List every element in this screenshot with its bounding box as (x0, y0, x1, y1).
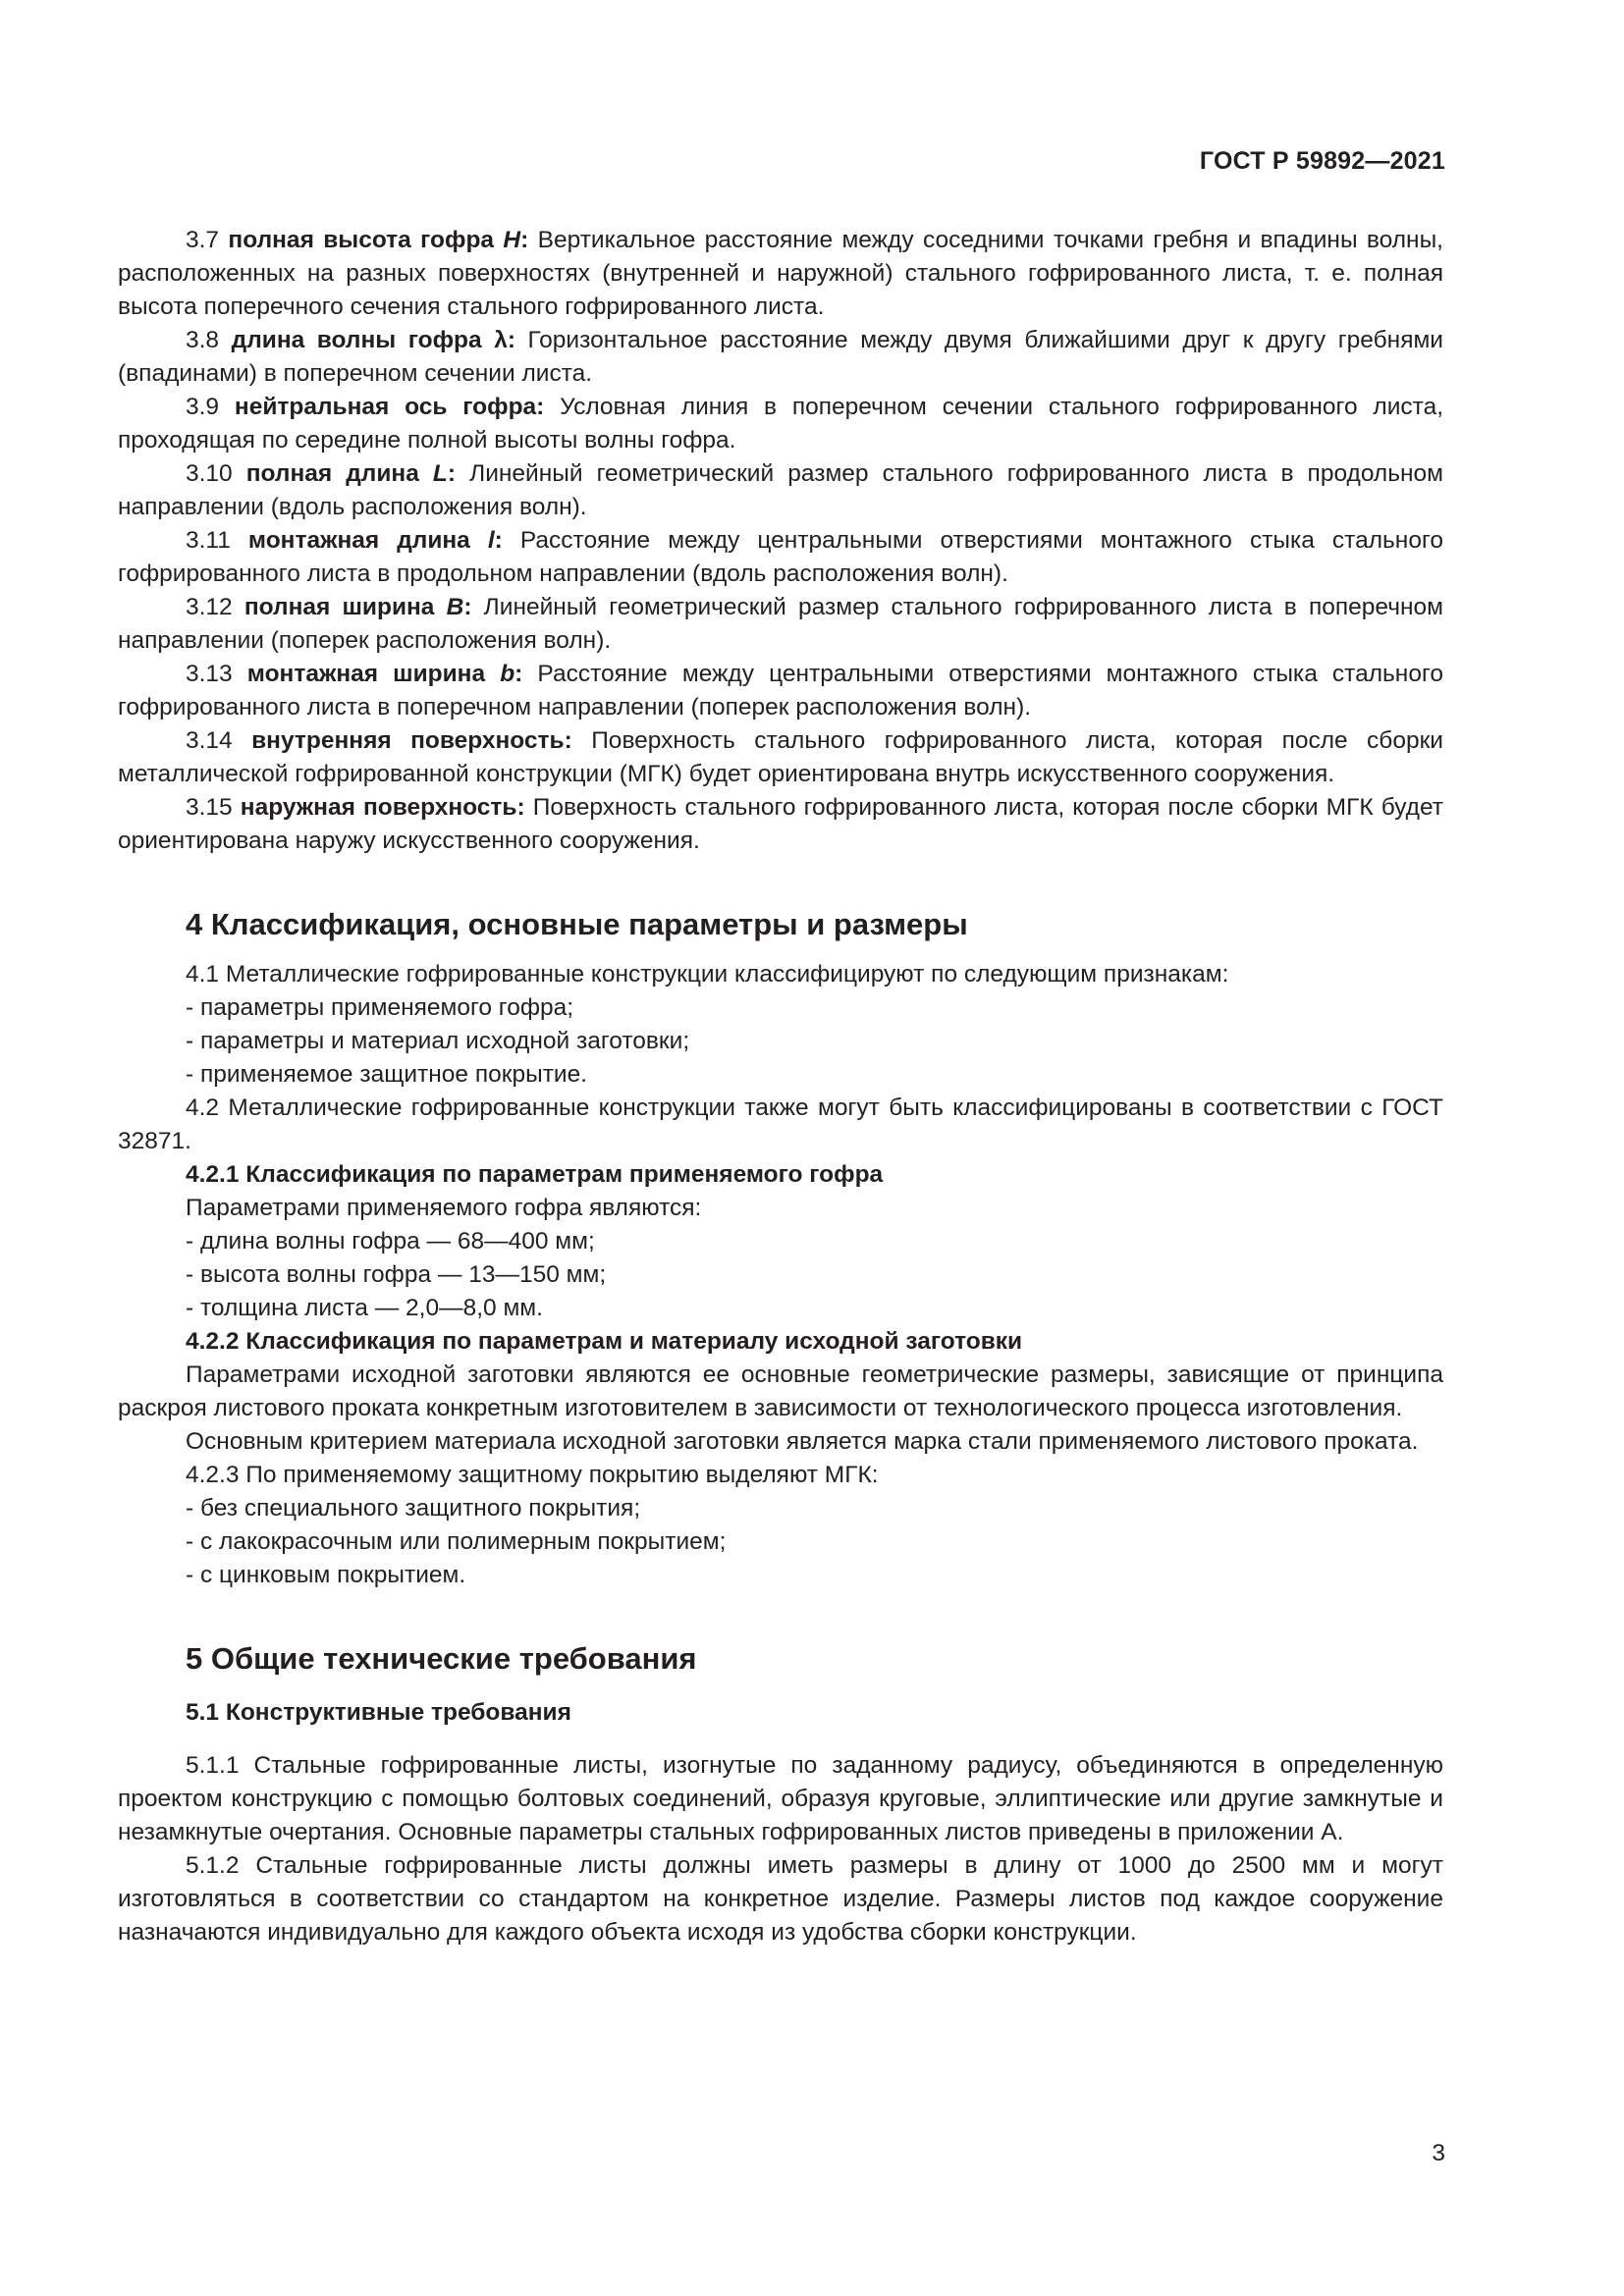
definition-term: монтажная ширина (246, 661, 486, 687)
list-item: - высота волны гофра — 13—150 мм; (186, 1261, 607, 1288)
definition-term: полная высота гофра (228, 227, 495, 253)
definition-3-13 (118, 658, 1443, 724)
paragraph-4-1: 4.1 Металлические гофрированные конструкции классифицируют по следующим признакам: (186, 961, 1229, 988)
definition-number: 3.13 (186, 661, 233, 687)
definition-colon: : (463, 594, 472, 620)
definition-text: Вертикальное расстояние между соседними точками гребня и впадины волны, расположенных на разных поверхностях (внутренней и наружной) стального гофрированного листа, т. е. полная высота поперечного сечения стального гофрированного листа. (118, 227, 1443, 320)
definition-term: внутренняя поверхность: (251, 727, 572, 754)
definition-term: полная длина (245, 460, 419, 487)
list-item: - параметры и материал исходной заготовки; (186, 1028, 690, 1054)
definition-number: 3.9 (186, 394, 220, 420)
definition-number: 3.11 (186, 527, 231, 554)
definition-term: полная ширина (244, 594, 435, 620)
definition-colon: : (447, 460, 457, 487)
definition-symbol: B (446, 594, 464, 620)
paragraph-5-1-2: 5.1.2 Стальные гофрированные листы должны иметь размеры в длину от 1000 до 2500 мм и могут изготовляться в соответствии со стандартом на конкретное изделие. Размеры листов под каждое сооружение назначаются индивидуально для каждого объекта исходя из удобства сборки конструкции. (118, 1852, 1443, 1946)
page-number: 3 (1432, 2140, 1445, 2166)
definition-symbol: l (487, 527, 495, 554)
heading-4-2-2: 4.2.2 Классификация по параметрам и материалу исходной заготовки (186, 1328, 1023, 1355)
definition-term: длина волны гофра λ: (231, 327, 515, 353)
document-code-header: ГОСТ Р 59892—2021 (1199, 147, 1445, 175)
definition-3-9 (118, 391, 1443, 457)
list-item: - без специального защитного покрытия; (186, 1495, 641, 1522)
definition-3-15 (118, 791, 1443, 858)
definition-term: монтажная длина (247, 527, 470, 554)
definition-text: Условная линия в поперечном сечении стального гофрированного листа, проходящая по середине полной высоты волны гофра. (118, 394, 1444, 454)
definition-number: 3.8 (186, 327, 220, 353)
definition-number: 3.12 (186, 594, 233, 620)
definition-colon: : (494, 527, 503, 554)
definition-term: наружная поверхность: (240, 794, 525, 821)
list-item: - длина волны гофра — 68—400 мм; (186, 1228, 595, 1255)
definition-text: Горизонтальное расстояние между двумя ближайшими друг к другу гребнями (впадинами) в поперечном сечении листа. (118, 327, 1443, 387)
document-body (118, 224, 1443, 1949)
list-item: - с цинковым покрытием. (186, 1562, 466, 1588)
definition-text: Линейный геометрический размер стального гофрированного листа в поперечном направлении (поперек расположения волн). (118, 594, 1443, 654)
definition-symbol: L (432, 460, 448, 487)
definition-text: Поверхность стального гофрированного листа, которая после сборки МГК будет ориентирована наружу искусственного сооружения. (118, 794, 1443, 854)
paragraph-5-1-1: 5.1.1 Стальные гофрированные листы, изогнутые по заданному радиусу, объединяются в определенную проектом конструкцию с помощью болтовых соединений, образуя круговые, эллиптические или другие замкнутые и незамкнутые очертания. Основные параметры стальных гофрированных листов приведены в приложении А. (118, 1752, 1443, 1845)
heading-4-2-1: 4.2.1 Классификация по параметрам применяемого гофра (186, 1161, 884, 1188)
section-4-title: 4 Классификация, основные параметры и размеры (186, 907, 968, 941)
definition-colon: : (514, 661, 523, 687)
paragraph-4-2-2-a: Параметрами исходной заготовки являются ее основные геометрические размеры, зависящие от принципа раскроя листового проката конкретным изготовителем в зависимости от технологического процесса изготовления. (118, 1362, 1443, 1421)
definition-text: Линейный геометрический размер стального гофрированного листа в продольном направлении (вдоль расположения волн). (118, 460, 1443, 520)
definition-3-10 (118, 457, 1443, 524)
list-item: - параметры применяемого гофра; (186, 994, 574, 1021)
subsection-5-1-title: 5.1 Конструктивные требования (186, 1699, 571, 1726)
definition-colon: : (520, 227, 529, 253)
definition-number: 3.7 (186, 227, 220, 253)
definition-symbol: b (500, 661, 515, 687)
definition-term: нейтральная ось гофра: (234, 394, 545, 420)
paragraph-4-2-2-b: Основным критерием материала исходной заготовки является марка стали применяемого листового проката. (186, 1428, 1419, 1455)
definition-text: Поверхность стального гофрированного листа, которая после сборки металлической гофрированной конструкции (МГК) будет ориентирована внутрь искусственного сооружения. (118, 727, 1443, 787)
section-5-title: 5 Общие технические требования (186, 1641, 697, 1676)
definition-number: 3.14 (186, 727, 233, 754)
list-item: - применяемое защитное покрытие. (186, 1061, 588, 1088)
definition-3-12 (118, 591, 1443, 658)
definition-text: Расстояние между центральными отверстиями монтажного стыка стального гофрированного листа в поперечном направлении (поперек расположения волн). (118, 661, 1443, 721)
definition-symbol: H (503, 227, 521, 253)
paragraph-4-2: 4.2 Металлические гофрированные конструкции также могут быть классифицированы в соответствии с ГОСТ 32871. (118, 1095, 1443, 1154)
definition-3-14 (118, 724, 1443, 791)
definition-3-7 (118, 224, 1443, 324)
definition-3-11 (118, 524, 1443, 591)
paragraph-4-2-1: Параметрами применяемого гофра являются: (186, 1195, 702, 1221)
definition-number: 3.15 (186, 794, 233, 821)
definition-3-8 (118, 324, 1443, 391)
paragraph-4-2-3: 4.2.3 По применяемому защитному покрытию выделяют МГК: (186, 1462, 879, 1488)
definition-text: Расстояние между центральными отверстиями монтажного стыка стального гофрированного листа в продольном направлении (вдоль расположения волн). (118, 527, 1443, 587)
definition-number: 3.10 (186, 460, 233, 487)
list-item: - толщина листа — 2,0—8,0 мм. (186, 1295, 543, 1321)
list-item: - с лакокрасочным или полимерным покрытием; (186, 1528, 727, 1555)
